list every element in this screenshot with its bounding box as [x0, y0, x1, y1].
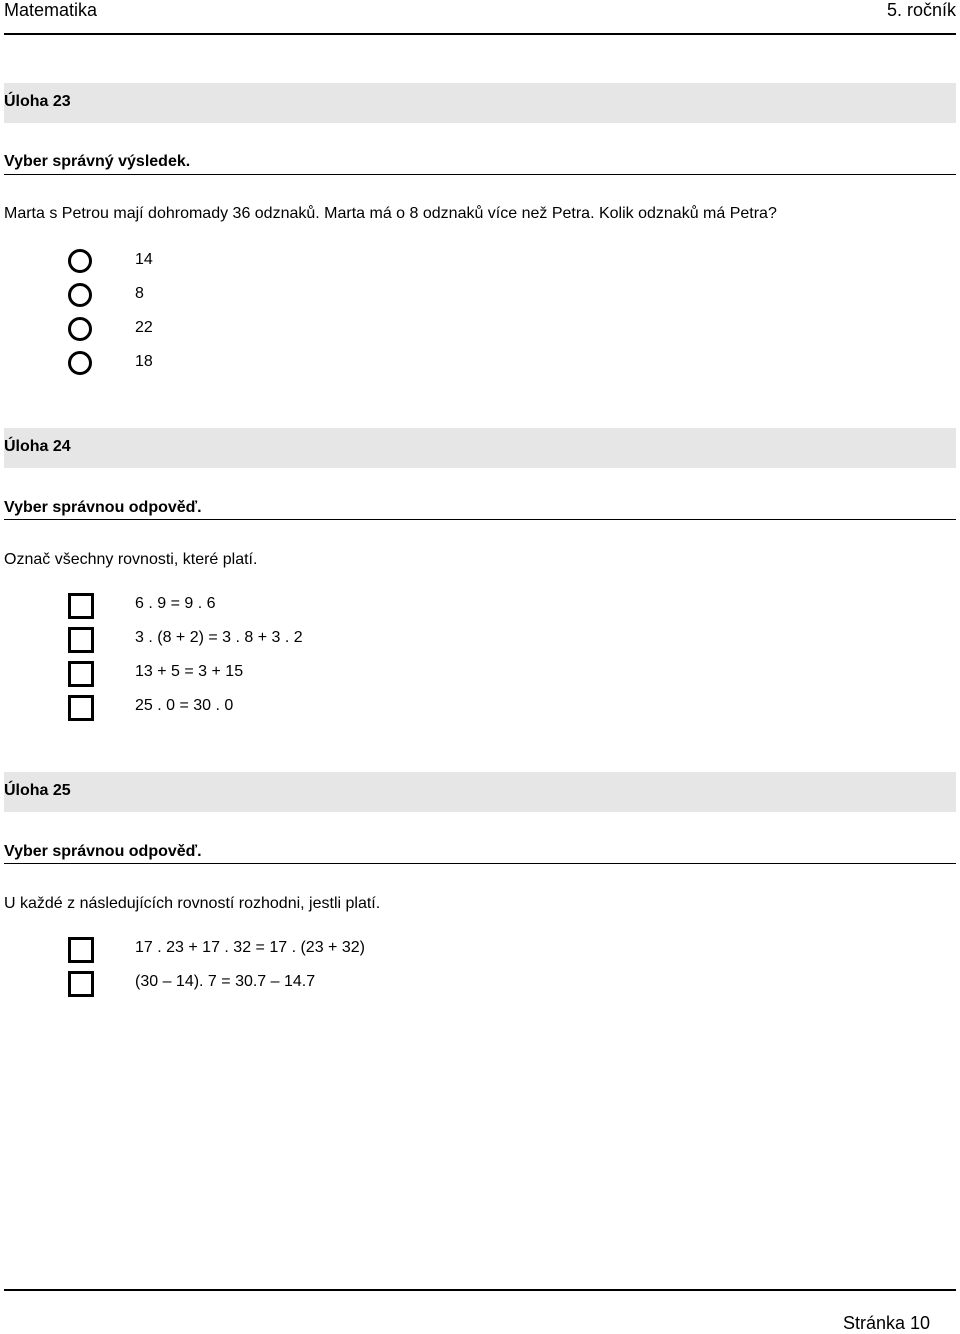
task-23-option-4[interactable]: [68, 351, 668, 377]
checkbox[interactable]: [68, 593, 94, 619]
checkbox[interactable]: [68, 971, 94, 997]
task-24-divider: [4, 519, 956, 520]
task-25-question: U každé z následujících rovností rozhodni, jestli platí.: [4, 895, 381, 912]
task-25-title: Úloha 25: [4, 782, 71, 799]
option-label: 25 . 0 = 30 . 0: [135, 697, 234, 714]
footer-divider: [4, 1289, 956, 1291]
option-label: 14: [135, 251, 153, 268]
page-header: [4, 0, 956, 22]
option-label: 3 . (8 + 2) = 3 . 8 + 3 . 2: [135, 629, 303, 646]
task-24-instruction: Vyber správnou odpověď.: [4, 499, 202, 516]
option-label: 6 . 9 = 9 . 6: [135, 595, 216, 612]
task-24-option-2[interactable]: [68, 627, 668, 653]
task-23-header: [4, 83, 956, 123]
task-25-instruction: Vyber správnou odpověď.: [4, 843, 202, 860]
task-25-option-2[interactable]: [68, 971, 668, 997]
grade-label: 5. ročník: [886, 0, 956, 20]
task-23-question: Marta s Petrou mají dohromady 36 odznaků. Marta má o 8 odznaků více než Petra. Kolik odznaků má Petra?: [4, 205, 777, 222]
task-24-option-4[interactable]: [68, 695, 668, 721]
option-label: 22: [135, 319, 153, 336]
header-divider: [4, 33, 956, 35]
task-25-option-1[interactable]: [68, 937, 668, 963]
option-label: 8: [135, 285, 144, 302]
subject-title: Matematika: [4, 0, 98, 20]
task-24-option-1[interactable]: [68, 593, 668, 619]
checkbox[interactable]: [68, 937, 94, 963]
task-24-option-3[interactable]: [68, 661, 668, 687]
option-label: 17 . 23 + 17 . 32 = 17 . (23 + 32): [135, 939, 365, 956]
task-23-title: Úloha 23: [4, 93, 71, 110]
option-label: (30 – 14). 7 = 30.7 – 14.7: [135, 973, 316, 990]
option-label: 13 + 5 = 3 + 15: [135, 663, 244, 680]
checkbox[interactable]: [68, 627, 94, 653]
checkbox[interactable]: [68, 695, 94, 721]
radio-button[interactable]: [68, 317, 92, 341]
task-24-title: Úloha 24: [4, 438, 71, 455]
task-23-option-2[interactable]: [68, 283, 668, 309]
option-label: 18: [135, 353, 153, 370]
task-24-header: [4, 428, 956, 468]
task-23-divider: [4, 174, 956, 175]
radio-button[interactable]: [68, 249, 92, 273]
radio-button[interactable]: [68, 351, 92, 375]
radio-button[interactable]: [68, 283, 92, 307]
task-25-divider: [4, 863, 956, 864]
task-23-option-1[interactable]: [68, 249, 668, 275]
task-23-option-3[interactable]: [68, 317, 668, 343]
checkbox[interactable]: [68, 661, 94, 687]
task-25-header: [4, 772, 956, 812]
task-23-instruction: Vyber správný výsledek.: [4, 153, 191, 170]
page-number: Stránka 10: [842, 1313, 930, 1333]
task-24-question: Označ všechny rovnosti, které platí.: [4, 551, 258, 568]
